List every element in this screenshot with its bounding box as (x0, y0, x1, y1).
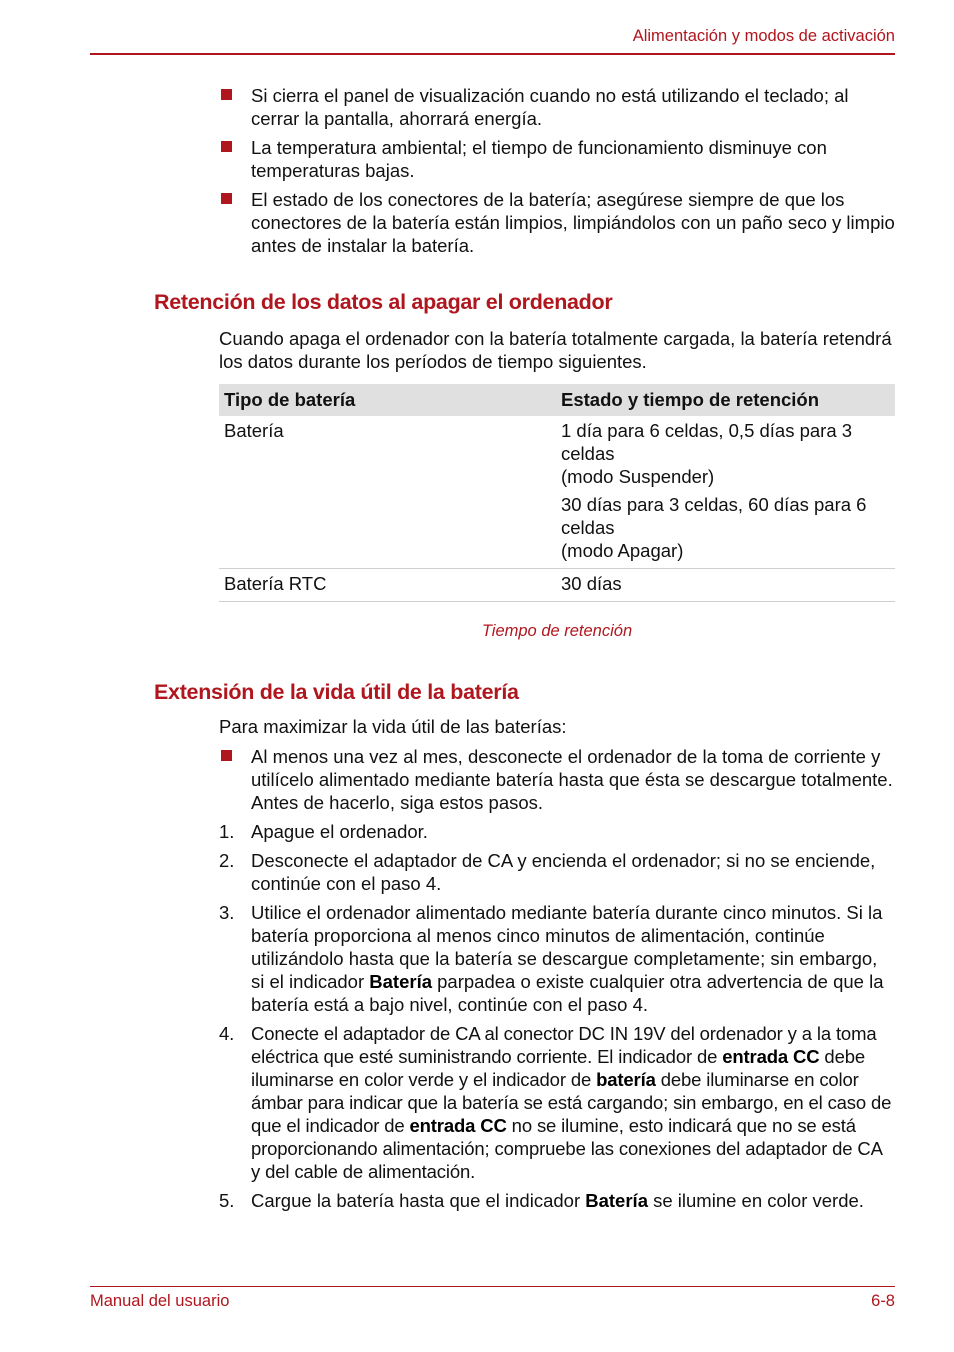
step-item (219, 1189, 895, 1212)
bullet-square-icon (221, 141, 232, 152)
step-text: debe iluminarse en color ámbar para indicar que la batería se está cargando; sin embargo, en el caso de que el indicador de (251, 1069, 892, 1136)
step-text: debe iluminarse en color verde y el indicador de (251, 1046, 865, 1090)
step-number: 4. (219, 1023, 235, 1044)
step-text: parpadea o existe cualquier otra advertencia de que la batería está a bajo nivel, continúe con el paso 4. (251, 971, 884, 1015)
step-number: 2. (219, 850, 235, 871)
list-item (219, 84, 895, 130)
table-cell (556, 416, 895, 569)
step-item (219, 849, 895, 895)
footer-rule (90, 1286, 895, 1287)
retention-table (219, 384, 895, 602)
column-header-retention: Estado y tiempo de retención (556, 384, 895, 416)
step-item (219, 820, 895, 843)
bullet-square-icon (221, 750, 232, 761)
table-header-row (219, 384, 895, 416)
list-item-text: Al menos una vez al mes, desconecte el ordenador de la toma de corriente y utilícelo alimentado mediante batería hasta que ésta se descargue totalmente. Antes de hacerlo, siga estos pasos. (251, 746, 893, 813)
section-heading-battery-life: Extensión de la vida útil de la batería (154, 680, 519, 704)
step-item (219, 901, 895, 1016)
step-text: se ilumine en color verde. (647, 1190, 864, 1211)
page-number: 6-8 (871, 1292, 895, 1310)
list-item (219, 136, 895, 182)
list-item-text: La temperatura ambiental; el tiempo de funcionamiento disminuye con temperaturas bajas. (251, 137, 827, 181)
section-heading-retention: Retención de los datos al apagar el ordenador (154, 290, 613, 314)
indicator-name: Batería (369, 971, 432, 992)
table-row (219, 416, 895, 569)
bullet-square-icon (221, 193, 232, 204)
step-text: Desconecte el adaptador de CA y encienda el ordenador; si no se enciende, continúe con el paso 4. (251, 850, 876, 894)
column-header-type: Tipo de batería (219, 384, 556, 416)
steps-list (219, 820, 895, 1212)
step-text: Cargue la batería hasta que el indicador (251, 1190, 586, 1211)
running-header: Alimentación y modos de activación (632, 27, 895, 45)
list-item-text: El estado de los conectores de la batería; asegúrese siempre de que los conectores de la batería están limpios, limpiándolos con un paño seco y limpio antes de instalar la batería. (251, 189, 895, 256)
section-intro: Para maximizar la vida útil de las baterías: (219, 716, 567, 737)
table-cell: Batería RTC (219, 569, 556, 602)
step-text: Conecte el adaptador de CA al conector DC IN 19V del ordenador y a la toma eléctrica que esté suministrando corriente. El indicador de (251, 1023, 877, 1067)
step-number: 1. (219, 821, 235, 842)
list-item (219, 188, 895, 257)
indicator-name: Batería (585, 1190, 648, 1211)
footer-manual-title: Manual del usuario (90, 1292, 230, 1310)
step-item (219, 1022, 895, 1183)
step-text: no se ilumine, esto indicará que no se está proporcionando alimentación; compruebe las conexiones del adaptador de CA y del cable de alimentación. (251, 1115, 882, 1182)
bullet-list-top (219, 84, 895, 257)
step-text: Utilice el ordenador alimentado mediante batería durante cinco minutos. Si la batería proporciona al menos cinco minutos de alimentación, continúe utilizándolo hasta que la batería se descargue completamente; sin embargo, si el indicador (251, 902, 883, 992)
indicator-name: entrada CC (722, 1046, 820, 1067)
cell-paragraph: 30 días para 3 celdas, 60 días para 6 celdas (modo Apagar) (561, 494, 867, 561)
indicator-name: entrada CC (409, 1115, 507, 1136)
table-caption: Tiempo de retención (481, 622, 633, 640)
list-item (219, 745, 895, 814)
bullet-list-battery (219, 745, 895, 814)
table-cell: Batería (219, 416, 556, 569)
table-row (219, 569, 895, 602)
cell-paragraph: 1 día para 6 celdas, 0,5 días para 3 celdas (modo Suspender) (561, 420, 853, 487)
header-rule (90, 53, 895, 55)
bullet-square-icon (221, 89, 232, 100)
section-intro: Cuando apaga el ordenador con la batería totalmente cargada, la batería retendrá los datos durante los períodos de tiempo siguientes. (219, 328, 892, 372)
step-text: Apague el ordenador. (251, 821, 428, 842)
list-item-text: Si cierra el panel de visualización cuando no está utilizando el teclado; al cerrar la pantalla, ahorrará energía. (251, 85, 849, 129)
indicator-name: batería (596, 1069, 656, 1090)
step-number: 3. (219, 902, 235, 923)
table-cell: 30 días (556, 569, 895, 602)
step-number: 5. (219, 1190, 235, 1211)
